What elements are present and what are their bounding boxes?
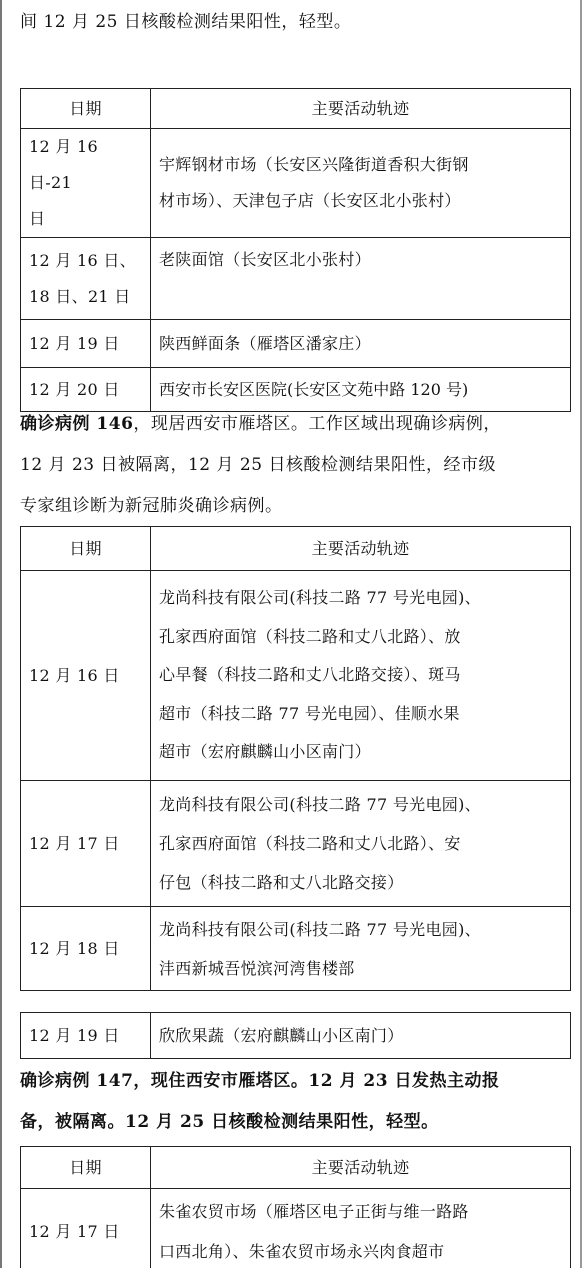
case-147-line-1: 确诊病例 147，现住西安市雁塔区。12 月 23 日发热主动报 xyxy=(20,1071,500,1091)
row-date: 12 月 17 日 xyxy=(21,1189,151,1268)
track-table-1 xyxy=(20,88,571,412)
track-table-2-continued xyxy=(20,1012,571,1059)
table-row xyxy=(21,907,571,991)
table-header-row xyxy=(21,527,571,571)
track-table-2 xyxy=(20,526,571,991)
case-146-line-2: 12 月 23 日被隔离，12 月 25 日核酸检测结果阳性，经市级 xyxy=(20,455,496,475)
row-activity: 西安市长安区医院(长安区文苑中路 120 号) xyxy=(151,368,571,412)
row-activity: 龙尚科技有限公司(科技二路 77 号光电园)、 沣西新城吾悦滨河湾售楼部 xyxy=(151,907,571,991)
row-date: 12 月 20 日 xyxy=(21,368,151,412)
row-activity: 朱雀农贸市场（雁塔区电子正街与维一路路 口西北角）、朱雀农贸市场永兴肉食超市 xyxy=(151,1189,571,1268)
header-activity: 主要活动轨迹 xyxy=(151,89,571,129)
row-date: 12 月 16 日 xyxy=(21,571,151,781)
case-146-line-1-rest: ，现居西安市雁塔区。工作区域出现确诊病例， xyxy=(133,414,501,434)
row-date: 12 月 19 日 xyxy=(21,320,151,368)
case-146-line-3: 专家组诊断为新冠肺炎确诊病例。 xyxy=(20,496,283,516)
row-activity: 老陕面馆（长安区北小张村） xyxy=(151,238,571,320)
case-146-line-1 xyxy=(20,412,570,436)
table-row xyxy=(21,571,571,781)
header-date: 日期 xyxy=(21,527,151,571)
table-row xyxy=(21,1189,571,1268)
table-header-row xyxy=(21,89,571,129)
header-activity: 主要活动轨迹 xyxy=(151,527,571,571)
row-date: 12 月 17 日 xyxy=(21,781,151,907)
header-date: 日期 xyxy=(21,1147,151,1189)
table-row xyxy=(21,368,571,412)
row-activity: 龙尚科技有限公司(科技二路 77 号光电园)、 孔家西府面馆（科技二路和丈八北路）、安 仔包（科技二路和丈八北路交接） xyxy=(151,781,571,907)
row-date: 12 月 19 日 xyxy=(21,1013,151,1059)
header-activity: 主要活动轨迹 xyxy=(151,1147,571,1189)
table-row xyxy=(21,129,571,238)
page-edge-left xyxy=(0,0,2,1268)
case-147-line-2: 备，被隔离。12 月 25 日核酸检测结果阳性，轻型。 xyxy=(20,1112,439,1132)
table-row xyxy=(21,781,571,907)
row-activity: 欣欣果蔬（宏府麒麟山小区南门） xyxy=(151,1013,571,1059)
row-activity: 宇辉钢材市场（长安区兴隆街道香积大街钢 材市场）、天津包子店（长安区北小张村） xyxy=(151,129,571,238)
row-date: 12 月 16 日-21 日 xyxy=(21,129,151,238)
table-row xyxy=(21,238,571,320)
row-activity: 龙尚科技有限公司(科技二路 77 号光电园)、 孔家西府面馆（科技二路和丈八北路）、放 心早餐（科技二路和丈八北路交接）、斑马 超市（科技二路 77 号光电园）、佳顺水果 超市（宏府麒麟山小区南门） xyxy=(151,571,571,781)
table-row xyxy=(21,320,571,368)
row-activity: 陕西鲜面条（雁塔区潘家庄） xyxy=(151,320,571,368)
top-text-line: 间 12 月 25 日核酸检测结果阳性，轻型。 xyxy=(20,12,352,32)
row-date: 12 月 16 日、 18 日、21 日 xyxy=(21,238,151,320)
track-table-3 xyxy=(20,1146,571,1268)
case-146-label: 确诊病例 146 xyxy=(20,414,134,434)
table-header-row xyxy=(21,1147,571,1189)
row-date: 12 月 18 日 xyxy=(21,907,151,991)
table-row xyxy=(21,1013,571,1059)
header-date: 日期 xyxy=(21,89,151,129)
